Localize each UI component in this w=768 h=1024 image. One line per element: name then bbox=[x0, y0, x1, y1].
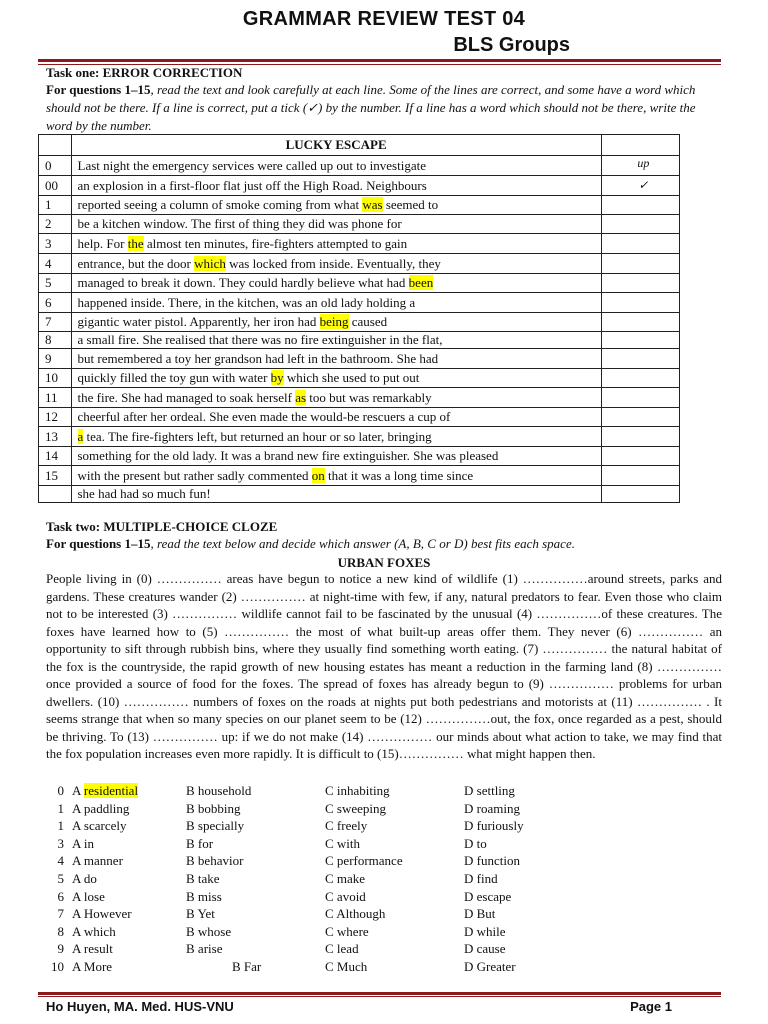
page-title: GRAMMAR REVIEW TEST 04 bbox=[242, 8, 526, 30]
option-row bbox=[50, 959, 550, 977]
line-text-before: but remembered a toy her grandson had left in the bathroom. She had bbox=[77, 350, 439, 366]
answer-options bbox=[50, 783, 550, 977]
table-row bbox=[39, 215, 680, 234]
answer-cell[interactable] bbox=[601, 293, 679, 313]
table-head-blank bbox=[39, 135, 72, 156]
answer-cell[interactable] bbox=[601, 427, 679, 447]
line-text bbox=[71, 156, 601, 176]
question-number: 3 bbox=[57, 835, 64, 851]
line-text-after: tea. The fire-fighters left, but returned an hour or so later, bringing bbox=[83, 428, 432, 444]
line-text-before: managed to break it down. They could hardly believe what had bbox=[77, 275, 409, 290]
option-d[interactable]: D to bbox=[464, 835, 487, 851]
line-number: 8 bbox=[39, 332, 72, 349]
table-row bbox=[39, 408, 680, 427]
option-b[interactable]: B behavior bbox=[186, 853, 244, 869]
line-text bbox=[71, 254, 601, 274]
option-c[interactable]: C lead bbox=[325, 941, 359, 957]
line-text-before: Last night the emergency services were called up out to investigate bbox=[77, 157, 426, 173]
error-correction-table bbox=[38, 134, 680, 503]
line-text-before: cheerful after her ordeal. She even made the would-be rescuers a cup of bbox=[77, 409, 451, 424]
table-row bbox=[39, 156, 680, 176]
footer-author: Ho Huyen, MA. Med. HUS-VNU bbox=[46, 999, 234, 1014]
line-text-before: help. For bbox=[77, 235, 128, 251]
question-number: 9 bbox=[57, 941, 64, 957]
option-d[interactable]: D Greater bbox=[464, 958, 516, 974]
option-a-text: A which bbox=[72, 923, 116, 939]
line-number: 12 bbox=[39, 408, 72, 427]
line-text-after: caused bbox=[348, 314, 388, 329]
option-a-text: A manner bbox=[72, 853, 123, 869]
option-a[interactable] bbox=[72, 959, 112, 975]
option-d[interactable]: D find bbox=[464, 870, 498, 886]
answer-cell[interactable] bbox=[601, 466, 679, 486]
line-number: 14 bbox=[39, 447, 72, 466]
line-text-after: that it was a long time since bbox=[324, 467, 474, 483]
question-number: 7 bbox=[57, 906, 64, 922]
question-number: 4 bbox=[57, 853, 64, 869]
line-number: 7 bbox=[39, 313, 72, 332]
line-text bbox=[71, 369, 601, 388]
option-a-text: A scarcely bbox=[72, 818, 127, 834]
question-number: 10 bbox=[51, 958, 64, 974]
answer-cell[interactable]: ✓ bbox=[601, 176, 679, 196]
line-text-after: seemed to bbox=[382, 197, 439, 212]
line-text-before: reported seeing a column of smoke coming from what bbox=[77, 197, 363, 212]
task2-instructions bbox=[46, 535, 722, 553]
table-row bbox=[39, 254, 680, 274]
line-text bbox=[71, 408, 601, 427]
option-c[interactable]: C Much bbox=[325, 958, 368, 974]
option-a-text: A bbox=[72, 783, 84, 798]
option-c[interactable]: C with bbox=[325, 835, 361, 851]
task1-instr-text: , read the text and look carefully at each line. Some of the lines are correct, and some have a word which should not be there. If a line is correct, put a tick (✓) by the number. If a line has a word which should not be there, write the word by the number. bbox=[46, 82, 696, 133]
answer-cell[interactable] bbox=[601, 369, 679, 388]
line-text-before: entrance, but the door bbox=[77, 255, 195, 271]
option-b[interactable]: B household bbox=[186, 783, 252, 798]
table-row bbox=[39, 332, 680, 349]
table-row bbox=[39, 447, 680, 466]
highlighted-word: was bbox=[362, 197, 383, 212]
highlighted-word: the bbox=[127, 235, 144, 251]
line-text bbox=[71, 349, 601, 369]
page-subtitle: BLS Groups bbox=[453, 34, 570, 56]
line-text bbox=[71, 274, 601, 293]
answer-cell[interactable] bbox=[601, 196, 679, 215]
option-b[interactable]: B arise bbox=[186, 941, 223, 957]
line-text bbox=[71, 427, 601, 447]
task1-instructions bbox=[46, 81, 722, 135]
option-c[interactable]: C Although bbox=[325, 906, 386, 922]
cloze-passage: People living in (0) …………… areas have begun to notice a new kind of wildlife (1) ……………around streets, parks and gardens. These creatures wander (2) …………… at night-time with few, if any, natural predators to fear. Even those who claim not to be interested (3) …………… wildlife cannot fail to be fascinated by the unusual (4) ……………of these creatures. The foxes have learned how to (5) …………… the most of what built-up areas offer them. They never (6) …………… an opportunity to sift through rubbish bins, where they usually find something worth eating. (7) …………… the natural habitat of the fox is the countryside, the rapid growth of new housing estates has meant a reduction in the farming land (8) …………… once provided a source of food for the foxes. The spread of foxes has already begun to (9) …………… problems for urban dwellers. (10) …………… numbers of foxes on the roads at nights put both pedestrians and motorists at (11) …………… . It seems strange that when so many species on our planet seem to be (12) ……………out, the fox, once regarded as a pest, should be thriving. To (13) …………… up: if we do not make (14) …………… our minds about what action to take, we may find that the fox population increases even more rapidly. It is difficult to (15)…………… what might happen then. bbox=[46, 571, 722, 761]
option-d[interactable]: D while bbox=[464, 923, 506, 939]
line-text bbox=[71, 196, 601, 215]
answer-cell[interactable] bbox=[601, 215, 679, 234]
highlighted-word: been bbox=[408, 275, 434, 290]
answer-cell[interactable] bbox=[601, 332, 679, 349]
line-number bbox=[39, 486, 72, 503]
option-a-text: A paddling bbox=[72, 800, 130, 816]
table-row bbox=[39, 388, 680, 408]
line-number: 00 bbox=[39, 176, 72, 196]
table-row bbox=[39, 293, 680, 313]
table-row bbox=[39, 234, 680, 254]
option-a-text: A However bbox=[72, 906, 132, 922]
table-row bbox=[39, 274, 680, 293]
line-text-before: she had had so much fun! bbox=[77, 486, 211, 501]
option-a-text: A lose bbox=[72, 888, 105, 904]
table-row bbox=[39, 196, 680, 215]
line-text-before: gigantic water pistol. Apparently, her iron had bbox=[77, 314, 320, 329]
line-text-after: too but was remarkably bbox=[306, 389, 432, 405]
line-number: 9 bbox=[39, 349, 72, 369]
option-b[interactable]: B bobbing bbox=[186, 800, 241, 816]
option-b[interactable]: B Yet bbox=[186, 906, 215, 922]
footer-rule-thin bbox=[38, 996, 721, 997]
table-row bbox=[39, 176, 680, 196]
option-a[interactable] bbox=[72, 924, 116, 940]
line-number: 5 bbox=[39, 274, 72, 293]
option-a[interactable] bbox=[72, 783, 138, 799]
passage-title: URBAN FOXES bbox=[337, 555, 431, 570]
highlighted-word: by bbox=[270, 370, 284, 385]
highlighted-word: being bbox=[319, 314, 349, 329]
option-c[interactable]: C avoid bbox=[325, 888, 366, 904]
highlighted-word: on bbox=[311, 467, 325, 483]
task1-heading: Task one: ERROR CORRECTION bbox=[46, 65, 243, 80]
line-text bbox=[71, 466, 601, 486]
answer-cell[interactable] bbox=[601, 388, 679, 408]
line-text-before: with the present but rather sadly commented bbox=[77, 467, 312, 483]
highlighted-word: a bbox=[77, 428, 84, 444]
line-text bbox=[71, 447, 601, 466]
task1-instr-bold: For questions 1–15 bbox=[46, 82, 151, 97]
line-text-before: be a kitchen window. The first of thing they did was phone for bbox=[77, 216, 402, 231]
option-b[interactable]: B take bbox=[186, 870, 220, 886]
line-text bbox=[71, 293, 601, 313]
option-a[interactable] bbox=[72, 801, 129, 817]
option-row bbox=[50, 889, 550, 907]
option-a-highlight: residential bbox=[83, 783, 139, 798]
option-row bbox=[50, 853, 550, 871]
option-row bbox=[50, 783, 550, 801]
line-number: 1 bbox=[39, 196, 72, 215]
table-title: LUCKY ESCAPE bbox=[71, 135, 601, 156]
question-number: 1 bbox=[57, 800, 64, 816]
task2-instr-text: , read the text below and decide which answer (A, B, C or D) best fits each space. bbox=[150, 536, 575, 551]
option-a[interactable] bbox=[72, 836, 94, 852]
line-number: 3 bbox=[39, 234, 72, 254]
option-c[interactable]: C freely bbox=[325, 818, 368, 834]
line-text-before: quickly filled the toy gun with water bbox=[77, 370, 271, 385]
option-c[interactable]: C where bbox=[325, 923, 369, 939]
task2-instr-bold: For questions 1–15 bbox=[46, 536, 151, 551]
table-row bbox=[39, 427, 680, 447]
option-b[interactable]: B for bbox=[186, 835, 214, 851]
option-a[interactable] bbox=[72, 889, 105, 905]
line-text bbox=[71, 313, 601, 332]
option-row bbox=[50, 941, 550, 959]
question-number: 1 bbox=[57, 818, 64, 834]
option-a-text: A result bbox=[72, 941, 113, 957]
line-text-after: was locked from inside. Eventually, they bbox=[225, 255, 441, 271]
option-a[interactable] bbox=[72, 818, 127, 834]
option-a[interactable] bbox=[72, 853, 123, 869]
answer-cell[interactable] bbox=[601, 349, 679, 369]
line-number: 13 bbox=[39, 427, 72, 447]
highlighted-word: as bbox=[295, 389, 307, 405]
footer-rule-thick bbox=[38, 992, 721, 995]
table-row bbox=[39, 369, 680, 388]
question-number: 0 bbox=[57, 783, 64, 798]
option-row bbox=[50, 906, 550, 924]
footer-page-number: Page 1 bbox=[630, 999, 672, 1014]
header-rule-thick bbox=[38, 59, 721, 62]
answer-cell[interactable] bbox=[601, 486, 679, 503]
option-d[interactable]: D function bbox=[464, 853, 520, 869]
table-row bbox=[39, 349, 680, 369]
line-text bbox=[71, 176, 601, 196]
option-row bbox=[50, 836, 550, 854]
answer-cell[interactable] bbox=[601, 313, 679, 332]
question-number: 6 bbox=[57, 888, 64, 904]
table-row bbox=[39, 313, 680, 332]
table-head-answer bbox=[601, 135, 679, 156]
option-d[interactable]: D settling bbox=[464, 783, 515, 798]
line-text bbox=[71, 332, 601, 349]
option-b[interactable]: B Far bbox=[232, 958, 262, 974]
line-text-before: something for the old lady. It was a brand new fire extinguisher. She was pleased bbox=[77, 448, 499, 463]
line-text bbox=[71, 486, 601, 503]
option-a-text: A More bbox=[72, 958, 113, 974]
option-d[interactable]: D furiously bbox=[464, 818, 524, 834]
question-number: 8 bbox=[57, 923, 64, 939]
answer-cell[interactable] bbox=[601, 447, 679, 466]
line-number: 10 bbox=[39, 369, 72, 388]
option-b[interactable]: B specially bbox=[186, 818, 245, 834]
option-a[interactable] bbox=[72, 906, 132, 922]
line-number: 6 bbox=[39, 293, 72, 313]
option-a-text: A do bbox=[72, 870, 97, 886]
answer-cell[interactable] bbox=[601, 234, 679, 254]
line-text-before: happened inside. There, in the kitchen, was an old lady holding a bbox=[77, 294, 416, 310]
line-text-before: the fire. She had managed to soak herself bbox=[77, 389, 296, 405]
option-c[interactable]: C sweeping bbox=[325, 800, 387, 816]
table-row bbox=[39, 486, 680, 503]
answer-cell[interactable] bbox=[601, 408, 679, 427]
line-number: 15 bbox=[39, 466, 72, 486]
line-text-after: almost ten minutes, fire-fighters attempted to gain bbox=[143, 235, 408, 251]
option-row bbox=[50, 801, 550, 819]
option-a-text: A in bbox=[72, 835, 95, 851]
option-row bbox=[50, 871, 550, 889]
option-d[interactable]: D roaming bbox=[464, 800, 520, 816]
option-c[interactable]: C make bbox=[325, 870, 366, 886]
option-d[interactable]: D cause bbox=[464, 941, 506, 957]
option-b[interactable]: B whose bbox=[186, 923, 232, 939]
option-b[interactable]: B miss bbox=[186, 888, 222, 904]
line-number: 4 bbox=[39, 254, 72, 274]
option-row bbox=[50, 924, 550, 942]
line-number: 2 bbox=[39, 215, 72, 234]
answer-cell[interactable] bbox=[601, 274, 679, 293]
option-c[interactable]: C inhabiting bbox=[325, 783, 390, 798]
option-a[interactable] bbox=[72, 871, 97, 887]
line-text-after: which she used to put out bbox=[283, 370, 420, 385]
line-number: 0 bbox=[39, 156, 72, 176]
highlighted-word: which bbox=[194, 255, 226, 271]
line-text bbox=[71, 388, 601, 408]
line-text bbox=[71, 215, 601, 234]
answer-cell[interactable]: up bbox=[601, 156, 679, 176]
line-text bbox=[71, 234, 601, 254]
option-d[interactable]: D escape bbox=[464, 888, 512, 904]
answer-cell[interactable] bbox=[601, 254, 679, 274]
option-c[interactable]: C performance bbox=[325, 853, 403, 869]
task2-heading: Task two: MULTIPLE-CHOICE CLOZE bbox=[46, 519, 278, 534]
line-text-before: a small fire. She realised that there was no fire extinguisher in the flat, bbox=[77, 332, 443, 347]
option-row bbox=[50, 818, 550, 836]
line-text-before: an explosion in a first-floor flat just off the High Road. Neighbours bbox=[77, 177, 427, 193]
question-number: 5 bbox=[57, 870, 64, 886]
line-number: 11 bbox=[39, 388, 72, 408]
option-a[interactable] bbox=[72, 941, 113, 957]
table-row bbox=[39, 466, 680, 486]
option-d[interactable]: D But bbox=[464, 906, 496, 922]
